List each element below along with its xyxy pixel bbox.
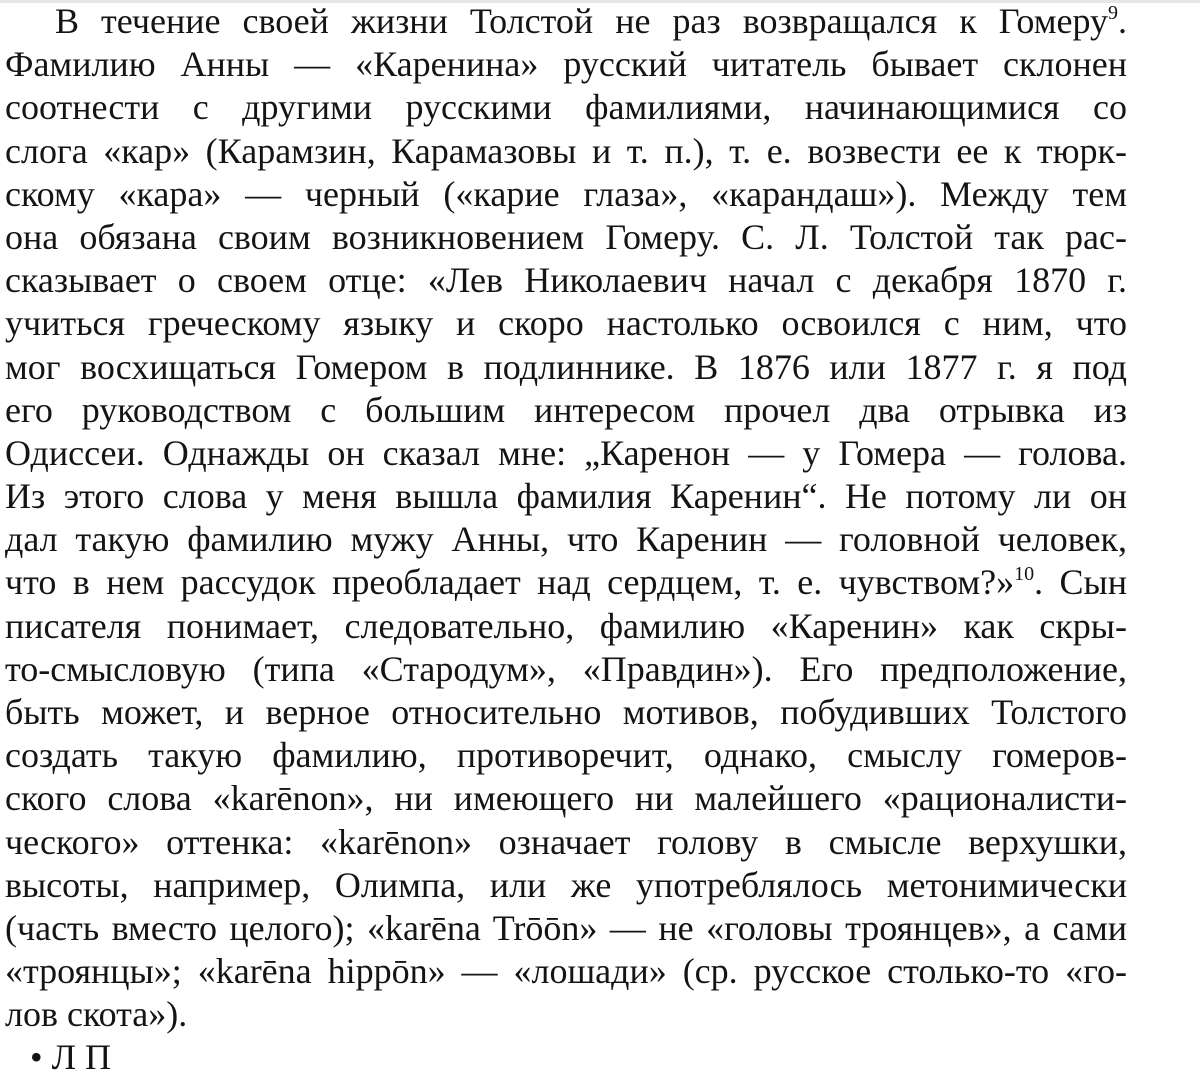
line-text: «троянцы»; «karēna hippōn» — «лошади» (ср. русское столько-то «го- [5,951,1127,992]
line-text: ского слова «karēnon», ни имеющего ни малейшего «рационалисти- [5,778,1127,819]
line-text: писателя понимает, следовательно, фамилию «Каренин» как скры- [5,605,1127,646]
text-line [5,950,1127,993]
line-text: дал такую фамилию мужу Анны, что Каренин — головной человек, [5,519,1127,560]
text-line [5,346,1127,389]
line-text: Из этого слова у меня вышла фамилия Каренин“. Не потому ли он [5,476,1127,517]
text-line [5,216,1127,259]
text-line [5,389,1127,432]
text-line [5,821,1127,864]
text-line [5,691,1127,734]
line-text: его руководством с большим интересом прочел два отрывка из [5,389,1127,430]
line-text: сказывает о своем отце: «Лев Николаевич начал с декабря 1870 г. [5,260,1127,301]
line-text: учиться греческому языку и скоро настолько освоился с ним, что [5,303,1127,344]
line-text: Одиссеи. Однажды он сказал мне: „Каренон — у Гомера — голова. [5,432,1127,473]
text-line [5,259,1127,302]
line-text: слога «кар» (Карамзин, Карамазовы и т. п.), т. е. возвести ее к тюрк- [5,130,1127,171]
line-text: она обязана своим возникновением Гомеру. С. Л. Толстой так рас- [5,216,1127,257]
text-line [5,130,1127,173]
text-line [5,777,1127,820]
line-text: быть может, и верное относительно мотивов, побудивших Толстого [5,692,1127,732]
text-line [5,43,1127,86]
line-text: скому «кара» — черный («карие глаза», «карандаш»). Между тем [5,173,1127,214]
line-text: (часть вместо целого); «karēna Trōōn» — не «головы троянцев», а сами [5,907,1127,948]
line-text: что в нем рассудок преобладает над сердцем, т. е. чувством?» [5,562,1015,603]
line-text: соотнести с другими русскими фамилиями, начинающимися со [5,87,1127,128]
text-line [5,864,1127,907]
line-text: В течение своей жизни Толстой не раз возвращался к Гомеру [55,1,1108,41]
text-line [5,605,1127,648]
line-text: лов скота»). [5,994,188,1035]
text-line [5,475,1127,518]
line-text: ческого» оттенка: «karēnon» означает голову в смысле верхушки, [5,821,1127,862]
text-line [5,734,1127,777]
text-line [5,173,1127,216]
footnote-marker: 10 [1014,563,1035,586]
line-text-continued: . [1118,1,1127,41]
text-line [5,86,1127,129]
text-line [5,648,1127,691]
text-line [5,0,1127,43]
line-text: создать такую фамилию, противоречит, однако, смыслу гомеров- [5,735,1127,776]
text-line [5,561,1127,604]
line-text-continued: . Сын [1034,562,1128,603]
body-paragraph [5,0,1127,1037]
text-line [5,302,1127,345]
cut-off-next-line [0,1036,1200,1077]
text-line [5,518,1127,561]
text-line [5,432,1127,475]
line-text: мог восхищаться Гомером в подлиннике. В 1876 или 1877 г. я под [5,346,1127,387]
line-text: то-смысловую (типа «Стародум», «Правдин»). Его предположение, [5,648,1127,689]
line-text: Фамилию Анны — «Каренина» русский читатель бывает склонен [5,44,1127,85]
footnote-marker: 9 [1108,2,1118,24]
line-text: высоты, например, Олимпа, или же употреблялось метонимически [5,864,1127,905]
text-line [5,907,1127,950]
text-line [5,993,1127,1036]
cut-off-text: • Л П [30,1037,112,1077]
